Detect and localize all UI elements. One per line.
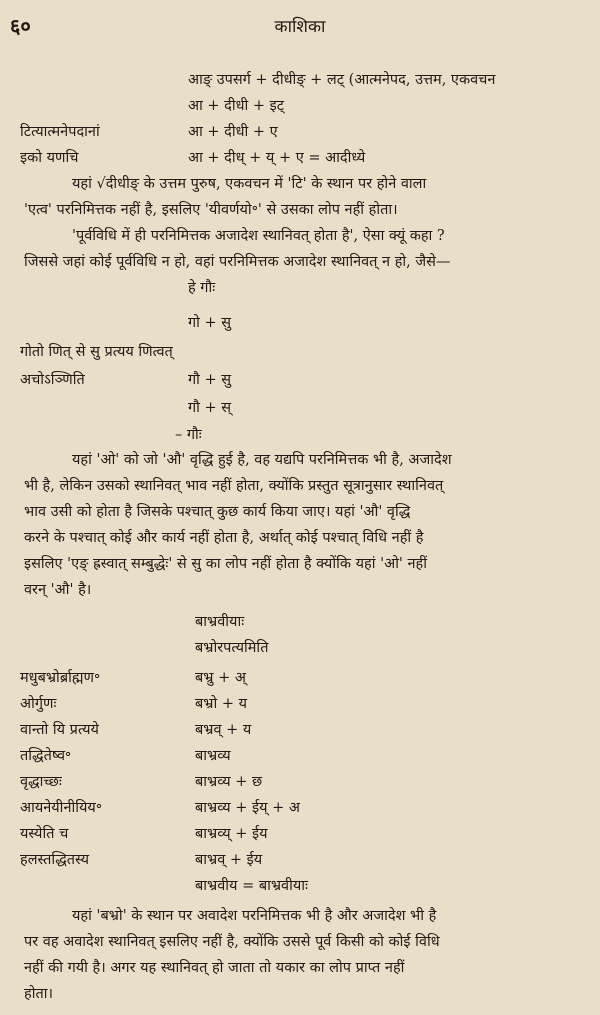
rule-label: इको यणचि xyxy=(20,150,79,166)
paragraph-line: पर वह अवादेश स्थानिवत् इसलिए नहीं है, क्योंकि उससे पूर्व किसी को कोई विधि xyxy=(24,934,440,950)
paragraph-line: 'एत्व' परनिमित्तक नहीं है, इसलिए 'यीवर्णयो॰' से उसका लोप नहीं होता। xyxy=(24,202,398,218)
derivation-line: आ + दीधी + ए xyxy=(188,124,278,140)
derivation-line: बभ्रो + य xyxy=(195,696,248,712)
rule-label: तद्धितेष्व॰ xyxy=(20,748,72,764)
running-title: काशिका xyxy=(274,17,326,37)
paragraph-line: इसलिए 'एङ् ह्रस्वात् सम्बुद्धेः' से सु का लोप नहीं होता है क्योंकि यहां 'ओ' नहीं xyxy=(24,556,427,572)
derivation-line: बाभ्रव्य + छ xyxy=(195,774,263,790)
page-number: ६० xyxy=(10,14,31,38)
rule-label: वान्तो यि प्रत्यये xyxy=(20,722,99,738)
derivation-line: गौ + स् xyxy=(188,400,232,416)
rule-label: हलस्तद्धितस्य xyxy=(20,852,90,868)
derivation-line: बभ्रव् + य xyxy=(195,722,252,738)
derivation-head: बाभ्रवीयाः xyxy=(195,614,245,630)
paragraph-line: जिससे जहां कोई पूर्वविधि न हो, वहां परनिमित्तक अजादेश स्थानिवत् न हो, जैसे— xyxy=(24,254,451,270)
paragraph-line: 'पूर्वविधि में ही परनिमित्तक अजादेश स्थानिवत् होता है', ऐसा क्यूं कहा ? xyxy=(72,228,445,244)
derivation-line: – गौः xyxy=(175,427,202,443)
rule-label: ओर्गुणः xyxy=(20,696,57,712)
paragraph-line: होता। xyxy=(24,986,53,1002)
paragraph-line: यहां 'बभ्रो' के स्थान पर अवादेश परनिमित्तक भी है और अजादेश भी है xyxy=(72,908,437,924)
paragraph-line: नहीं की गयी है। अगर यह स्थानिवत् हो जाता तो यकार का लोप प्राप्त नहीं xyxy=(24,960,405,976)
rule-label: आयनेयीनीयिय॰ xyxy=(20,800,102,816)
paragraph-line: यहां √दीधीङ् के उत्तम पुरुष, एकवचन में 'टि' के स्थान पर होने वाला xyxy=(72,176,427,192)
rule-label: वृद्धाच्छः xyxy=(20,774,62,790)
derivation-line: आ + दीध् + य् + ए = आदीध्ये xyxy=(188,150,366,166)
derivation-line: बाभ्रव्य xyxy=(195,748,231,764)
derivation-head: बभ्रोरपत्यमिति xyxy=(195,640,269,656)
derivation-line: बाभ्रव् + ईय xyxy=(195,852,263,868)
derivation-line: आ + दीधी + इट् xyxy=(188,98,285,114)
rule-label: गोतो णित् से सु प्रत्यय णित्वत् xyxy=(20,344,173,360)
paragraph-line: करने के पश्चात् कोई और कार्य नहीं होता है, अर्थात् कोई पश्चात् विधि नहीं है xyxy=(24,530,424,546)
derivation-line: गो + सु xyxy=(188,315,232,331)
rule-label: यस्येति च xyxy=(20,826,69,842)
derivation-line: आङ् उपसर्ग + दीधीङ् + लट् (आत्मनेपद, उत्तम, एकवचन xyxy=(188,72,496,88)
derivation-line: बाभ्रव्य् + ईय xyxy=(195,826,268,842)
paragraph-line: वरन् 'औ' है। xyxy=(24,582,92,598)
rule-label: टित्यात्मनेपदानां xyxy=(20,124,100,140)
paragraph-line: भाव उसी को होता है जिसके पश्चात् कुछ कार्य किया जाए। यहां 'औ' वृद्धि xyxy=(24,504,411,520)
derivation-line: हे गौः xyxy=(188,280,216,296)
rule-label: अचोऽञ्णिति xyxy=(20,372,85,388)
derivation-line: बभ्रु + अ् xyxy=(195,670,246,686)
derivation-result: बाभ्रवीय = बाभ्रवीयाः xyxy=(195,878,308,894)
paragraph-line: भी है, लेकिन उसको स्थानिवत् भाव नहीं होता, क्योंकि प्रस्तुत सूत्रानुसार स्थानिवत् xyxy=(24,478,444,494)
paragraph-line: यहां 'ओ' को जो 'औ' वृद्धि हुई है, वह यद्यपि परनिमित्तक भी है, अजादेश xyxy=(72,452,452,468)
derivation-line: गौ + सु xyxy=(188,372,232,388)
derivation-line: बाभ्रव्य + ईय् + अ xyxy=(195,800,300,816)
rule-label: मधुबभ्रोर्ब्राह्मण॰ xyxy=(20,670,101,686)
